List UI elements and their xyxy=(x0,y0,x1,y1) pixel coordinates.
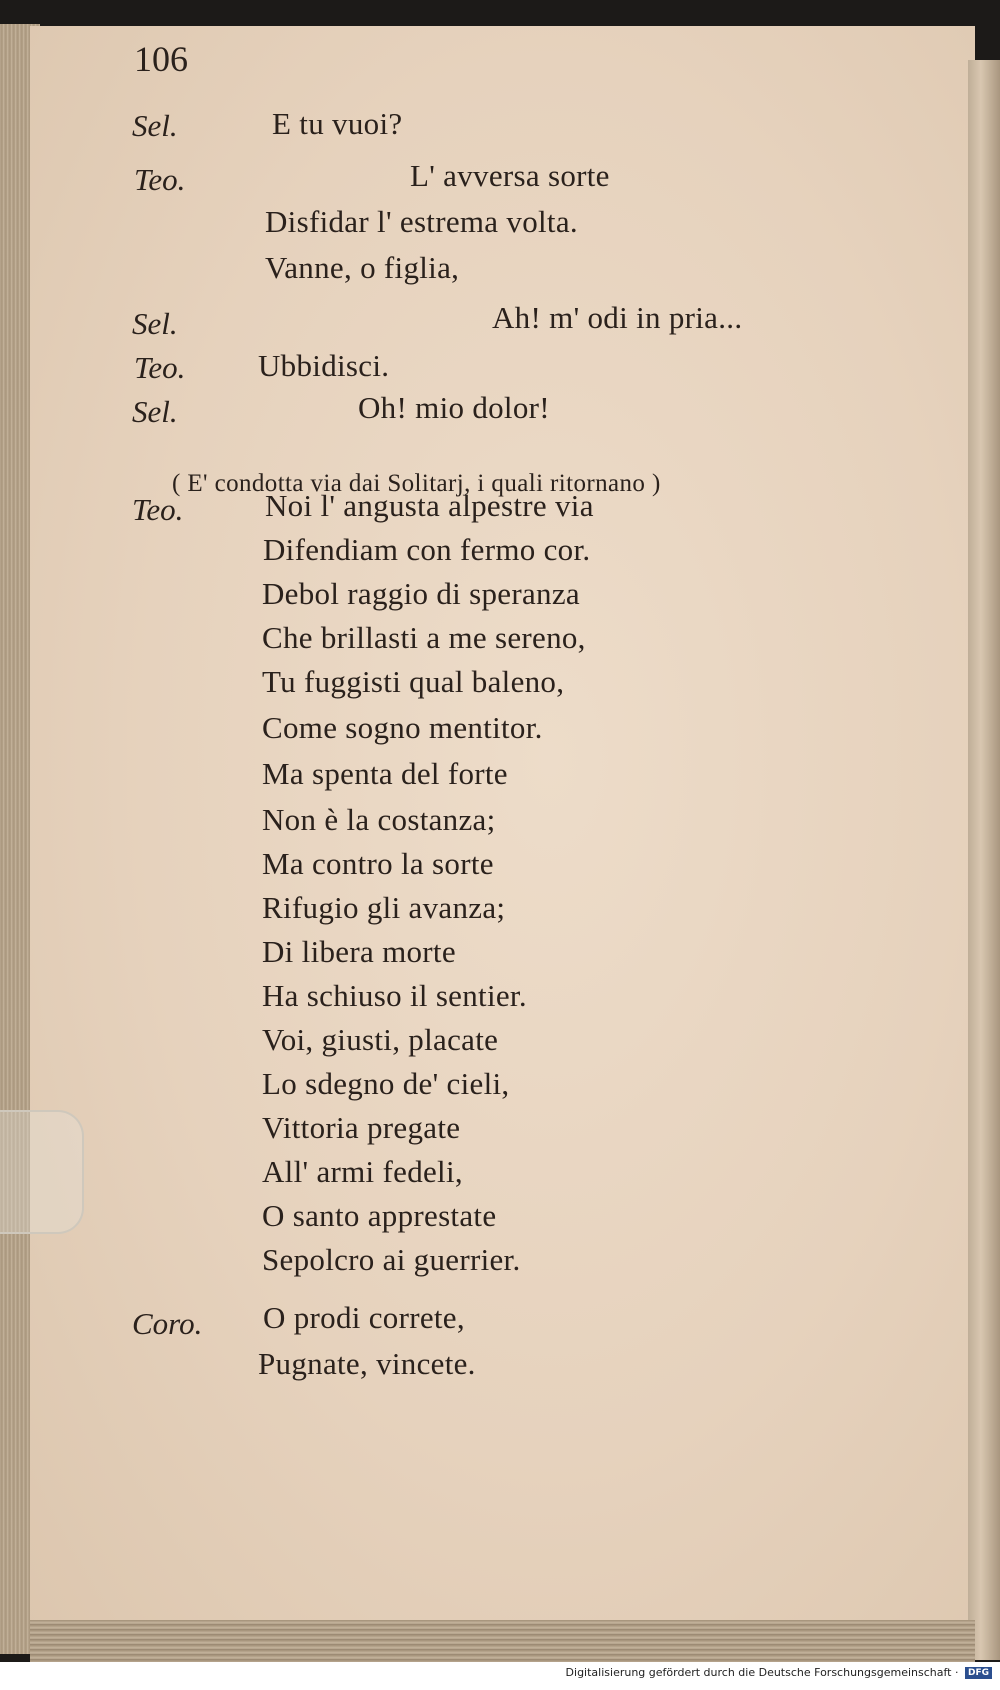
dialogue-line: E tu vuoi? xyxy=(272,106,403,141)
verse-line: Noi l' angusta alpestre via xyxy=(265,488,594,523)
speaker-label: Sel. xyxy=(132,108,178,143)
verse-line: All' armi fedeli, xyxy=(262,1154,463,1189)
dfg-logo: DFG xyxy=(965,1667,992,1679)
speaker-label: Teo. xyxy=(134,162,186,197)
dialogue-line: Vanne, o figlia, xyxy=(265,250,460,285)
credit-text: Digitalisierung gefördert durch die Deutsche Forschungsgemeinschaft xyxy=(565,1666,952,1679)
dialogue-line: L' avversa sorte xyxy=(410,158,610,193)
verse-line: Debol raggio di speranza xyxy=(262,576,580,611)
verse-line: Che brillasti a me sereno, xyxy=(262,620,586,655)
speaker-label: Sel. xyxy=(132,306,178,341)
digitization-credit: Digitalisierung gefördert durch die Deutsche Forschungsgemeinschaft · DFG xyxy=(566,1666,992,1679)
dialogue-line: Disfidar l' estrema volta. xyxy=(265,204,578,239)
verse-line: Rifugio gli avanza; xyxy=(262,890,506,925)
page-edge-right xyxy=(968,60,1000,1660)
verse-line: Come sogno mentitor. xyxy=(262,710,543,745)
verse-line: Voi, giusti, placate xyxy=(262,1022,499,1057)
verse-line: Sepolcro ai guerrier. xyxy=(262,1242,521,1277)
verse-line: Tu fuggisti qual baleno, xyxy=(262,664,565,699)
verse-line: Difendiam con fermo cor. xyxy=(263,532,591,567)
speaker-label: Teo. xyxy=(132,492,184,527)
page-number: 106 xyxy=(134,39,188,79)
verse-line: Vittoria pregate xyxy=(262,1110,461,1145)
dialogue-line: Ah! m' odi in pria... xyxy=(492,300,743,335)
verse-line: O prodi correte, xyxy=(263,1300,465,1335)
verse-line: Ma spenta del forte xyxy=(262,756,508,791)
scanner-clip xyxy=(0,1110,84,1234)
dialogue-line: Ubbidisci. xyxy=(258,348,390,383)
book-page xyxy=(30,26,975,1656)
speaker-label: Teo. xyxy=(134,350,186,385)
stage-direction: ( E' condotta via dai Solitarj, i quali ritornano ) xyxy=(172,470,661,497)
verse-line: O santo apprestate xyxy=(262,1198,497,1233)
verse-line: Ha schiuso il sentier. xyxy=(262,978,527,1013)
speaker-label: Coro. xyxy=(132,1306,203,1341)
speaker-label: Sel. xyxy=(132,394,178,429)
verse-line: Pugnate, vincete. xyxy=(258,1346,476,1381)
verse-line: Ma contro la sorte xyxy=(262,846,494,881)
verse-line: Di libera morte xyxy=(262,934,456,969)
page-edge-bottom xyxy=(30,1620,975,1662)
dialogue-line: Oh! mio dolor! xyxy=(358,390,550,425)
verse-line: Lo sdegno de' cieli, xyxy=(262,1066,510,1101)
verse-line: Non è la costanza; xyxy=(262,802,496,837)
